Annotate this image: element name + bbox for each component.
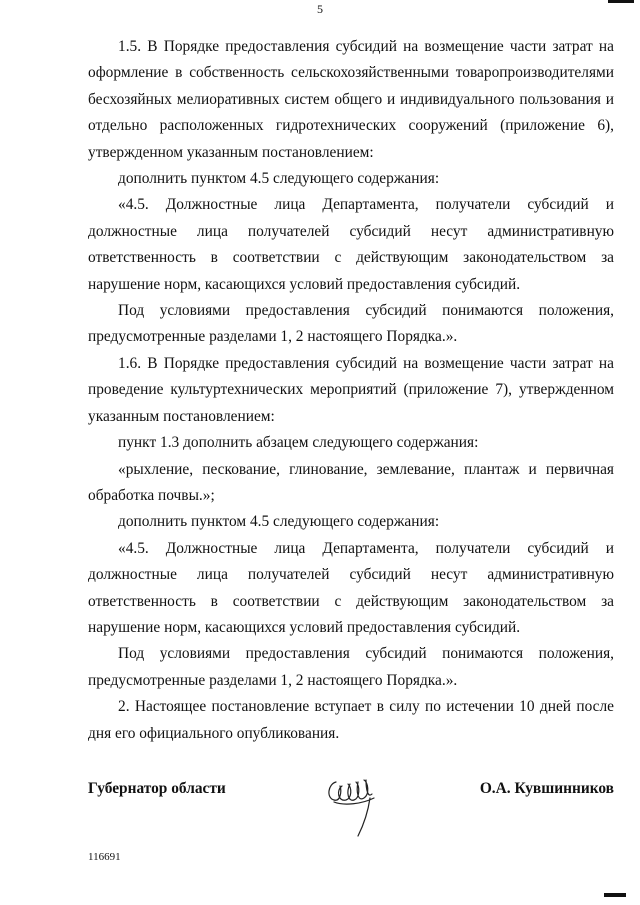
- paragraph-1-6: 1.6. В Порядке предоставления субсидий на возмещение части затрат на проведение культуртехнических мероприятий (приложение 7), утвержденном указанным постановлением:: [88, 354, 614, 425]
- paragraph-1-5: 1.5. В Порядке предоставления субсидий на возмещение части затрат на оформление в собственность сельскохозяйственными товаропроизводителями бесхозяйных мелиоративных систем общего и индивидуального пользования и отдельно расположенных гидротехнических сооружений (приложение 6), утвержденном указанным постановлением:: [88, 38, 614, 161]
- paragraph-2: 2. Настоящее постановление вступает в силу по истечении 10 дней после дня его официального опубликования.: [88, 698, 614, 742]
- document-code: 116691: [88, 851, 121, 863]
- signatory-name: О.А. Кувшинников: [479, 780, 614, 797]
- page-number: 5: [317, 2, 323, 16]
- paragraph: «4.5. Должностные лица Департамента, получатели субсидий и должностные лица получателей субсидий несут административную ответственность в соответствии с действующим законодательством за нарушение норм, касающихся условий предоставления субсидий.: [88, 196, 614, 293]
- handwritten-signature: [322, 762, 380, 840]
- paragraph: Под условиями предоставления субсидий понимаются положения, предусмотренные разделами 1, 2 настоящего Порядка.».: [88, 302, 614, 346]
- paragraph: «рыхление, пескование, глинование, землевание, плантаж и первичная обработка почвы.»;: [88, 460, 614, 504]
- document-body: [88, 34, 614, 747]
- signatory-title: Губернатор области: [88, 780, 226, 797]
- paragraph: дополнить пунктом 4.5 следующего содержания:: [118, 170, 440, 188]
- paragraph: пункт 1.3 дополнить абзацем следующего содержания:: [118, 434, 479, 452]
- corner-mark-bottom: [604, 893, 626, 897]
- paragraph: Под условиями предоставления субсидий понимаются положения, предусмотренные разделами 1, 2 настоящего Порядка.».: [88, 645, 614, 689]
- paragraph: дополнить пунктом 4.5 следующего содержания:: [118, 513, 440, 531]
- paragraph: «4.5. Должностные лица Департамента, получатели субсидий и должностные лица получателей субсидий несут административную ответственность в соответствии с действующим законодательством за нарушение норм, касающихся условий предоставления субсидий.: [88, 539, 614, 636]
